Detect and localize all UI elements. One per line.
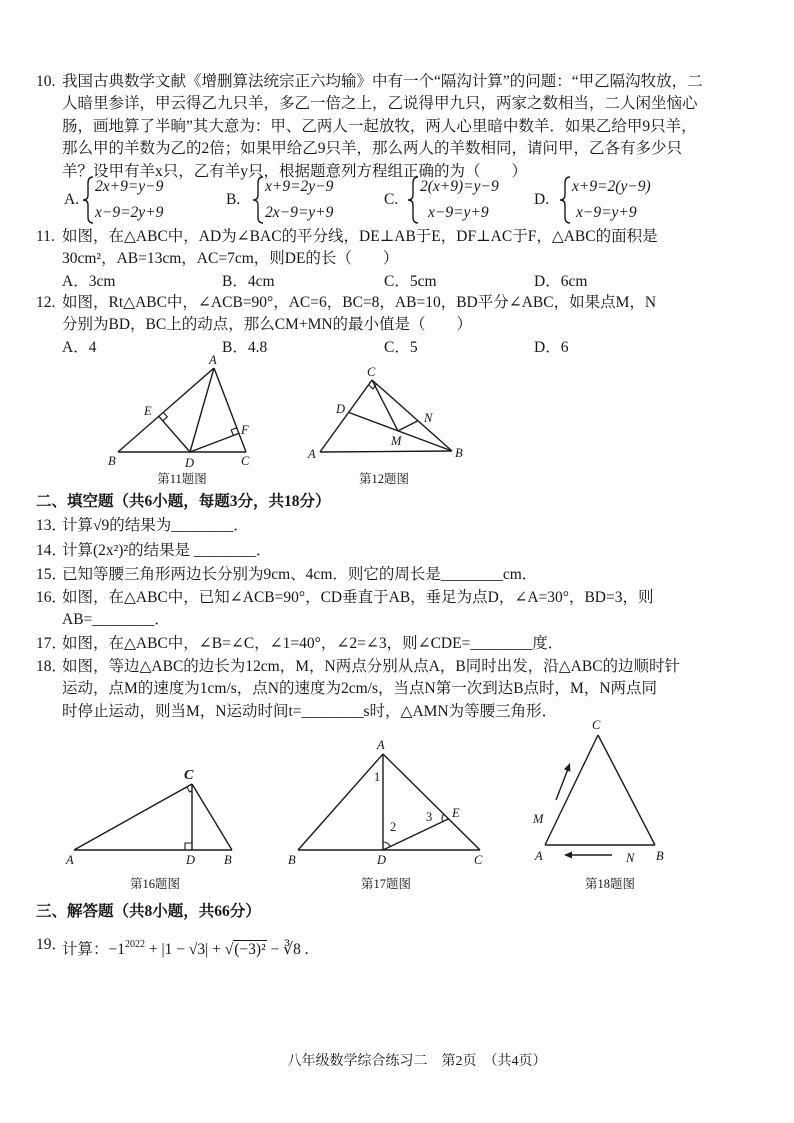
operator: + <box>208 941 225 958</box>
figure-18 <box>532 718 664 891</box>
point-label-m: M <box>533 812 544 826</box>
option-text: 4 <box>88 338 97 356</box>
figure-11 <box>108 353 250 486</box>
question-13 <box>36 515 776 537</box>
operator: + <box>145 941 162 958</box>
segment-ab <box>320 451 452 452</box>
equation-2: 2x−9=y+9 <box>265 204 334 221</box>
question-11 <box>36 226 776 293</box>
option-text: 5cm <box>409 272 437 290</box>
point-label-n: N <box>424 411 433 425</box>
point-label-m: M <box>391 434 402 448</box>
question-text-line: 如图，在△ABC中，AD为∠BAC的平分线，DE⊥AB于E，DF⊥AC于F，△ABC的面积是 <box>62 228 658 245</box>
option-a <box>62 271 115 293</box>
point-label-b: B <box>656 849 664 863</box>
question-18 <box>36 656 776 723</box>
segment-ac <box>545 735 598 845</box>
option-b <box>222 337 267 359</box>
equation-1: 2(x+9)=y−9 <box>420 178 499 195</box>
angle-arc-e <box>442 814 444 822</box>
question-text-line: 肠，画地算了半晌”其大意为：甲、乙两人一起放牧，两人心里暗中数羊．如果乙给甲9只羊， <box>62 117 697 135</box>
point-label-d: D <box>377 853 387 867</box>
equation-1: x+9=2(y−9) <box>572 178 651 195</box>
sqrt-sign: √ <box>224 941 234 958</box>
option-d <box>534 337 568 359</box>
question-12 <box>36 292 776 359</box>
question-10 <box>36 71 776 183</box>
option-letter: A． <box>62 272 89 290</box>
point-label-n: N <box>626 851 635 865</box>
segment-cm <box>372 380 398 431</box>
operator: − <box>266 941 284 958</box>
figure-caption: 第12题图 <box>358 472 410 486</box>
option-letter: A. <box>64 191 80 208</box>
segment-ac <box>383 754 480 850</box>
question-text-line: 我国古典数学文献《增删算法统宗正六均输》中有一个“隔沟计算”的问题：“甲乙隔沟牧放，二 <box>62 73 703 90</box>
equation-1: 2x+9=y−9 <box>95 178 164 195</box>
question-number: 14． <box>36 542 68 559</box>
page-footer: 八年级数学综合练习二 第2页 （共4页） <box>287 1054 547 1069</box>
question-text-line: 如图，Rt△ABC中，∠ACB=90°，AC=6，BC=8，AB=10，BD平分∠ABC，如果点M，N <box>62 294 657 311</box>
segment-ac <box>214 368 246 452</box>
option-letter: B． <box>222 338 248 356</box>
point-label-c: C <box>474 853 483 867</box>
question-text-line: 羊？设甲有羊x只，乙有羊y只，根据题意列方程组正确的为（ ） <box>62 162 528 180</box>
option-letter: D. <box>534 191 550 208</box>
segment-de <box>383 819 449 850</box>
question-text-line: 如图，等边△ABC的边长为12cm，M，N两点分别从点A，B同时出发，沿△ABC的边顺时针 <box>62 658 681 675</box>
figure-12 <box>307 365 463 486</box>
segment-ca <box>320 380 372 452</box>
question-15 <box>36 564 776 586</box>
question-text-line: 那么甲的羊数为乙的2倍；如果甲给乙9只羊，那么两人的羊数相同，请问甲，乙各有多少只 <box>62 140 683 158</box>
option-c <box>384 337 418 359</box>
point-label-a: A <box>308 447 316 461</box>
angle-arc-d <box>383 842 390 847</box>
question-number: 10. <box>36 73 56 90</box>
angle-label-1: 1 <box>374 770 381 784</box>
question-number: 15． <box>36 566 68 583</box>
right-angle-mark-c <box>187 787 192 792</box>
expression-label: 计算： <box>62 941 109 958</box>
option-a <box>62 337 96 359</box>
figure-caption: 第17题图 <box>360 877 412 891</box>
option-letter: D． <box>534 338 561 356</box>
point-label-a: A <box>535 849 543 863</box>
figure-caption: 第18题图 <box>584 877 636 891</box>
equation-2: x−9=2y+9 <box>95 204 164 221</box>
option-text: 5 <box>409 338 418 356</box>
question-number: 18． <box>36 658 68 675</box>
arrow-m-head <box>564 763 571 772</box>
point-label-e: E <box>452 806 460 820</box>
option-c <box>384 271 437 293</box>
answer-options <box>62 337 776 359</box>
segment-ad <box>190 368 214 452</box>
answer-options <box>62 271 776 293</box>
point-label-c: C <box>367 365 376 379</box>
brace-option-d <box>560 177 570 223</box>
exponent: 2022 <box>125 939 146 950</box>
question-14 <box>36 540 776 562</box>
segment-mn <box>398 421 418 431</box>
brace-option-c <box>408 177 418 223</box>
segment-ab <box>298 754 383 850</box>
question-text-line: AB=________． <box>62 611 170 629</box>
equation-1: x+9=2y−9 <box>265 178 334 195</box>
segment-cb <box>598 735 655 845</box>
angle-label-2: 2 <box>390 820 397 834</box>
question-number: 13． <box>36 517 68 534</box>
point-label-a: A <box>209 353 217 367</box>
option-letter: D． <box>534 272 561 290</box>
question-number: 17． <box>36 635 68 652</box>
angle-label-3: 3 <box>426 810 433 824</box>
section-heading-fill-in: 二、填空题（共6小题，每题3分，共18分） <box>36 493 331 510</box>
option-letter: B． <box>222 272 248 290</box>
figure-caption: 第11题图 <box>157 472 207 486</box>
arrow-n-head <box>564 852 572 859</box>
option-text: 4cm <box>247 272 275 290</box>
option-d <box>534 271 587 293</box>
arrow-m-shaft <box>556 769 568 800</box>
question-text-line: 如图，在△ABC中，∠B=∠C，∠1=40°，∠2=∠3，则∠CDE=________度． <box>62 635 564 652</box>
question-text-line: 运动，点M的速度为1cm/s，点N的速度为2cm/s，当点N第一次到达B点时，M，N两点同 <box>62 680 658 698</box>
option-text: 4.8 <box>247 338 268 356</box>
point-label-d: D <box>185 456 195 470</box>
absolute-value-term: |1 − √3| <box>161 941 209 958</box>
question-number: 12. <box>36 294 56 311</box>
point-label-e: E <box>144 404 152 418</box>
brace-option-b <box>253 177 263 223</box>
brace-option-a <box>83 177 93 223</box>
cube-root-term: ∛8 <box>283 941 301 958</box>
option-letter: C． <box>384 272 410 290</box>
equation-2: x−9=y+9 <box>428 204 489 221</box>
term-neg-one: −1 <box>108 941 126 958</box>
point-label-b: B <box>224 853 232 867</box>
question-17 <box>36 633 776 655</box>
point-label-b: B <box>108 454 116 468</box>
right-angle-mark-e <box>163 412 168 420</box>
point-label-b: B <box>455 446 463 460</box>
question-text-line: 计算√9的结果为________． <box>62 517 249 534</box>
question-number: 16． <box>36 589 68 606</box>
figure-caption: 第16题图 <box>129 877 181 891</box>
option-text: 3cm <box>88 272 116 290</box>
figure-16 <box>65 768 232 891</box>
question-text-line: 分别为BD，BC上的动点，那么CM+MN的最小值是（ ） <box>62 316 473 334</box>
question-text-line: 时停止运动，则当M，N运动时间t=________s时，△AMN为等腰三角形． <box>62 702 558 720</box>
period: . <box>300 941 309 958</box>
option-letter: A． <box>62 338 89 356</box>
question-text-line: 已知等腰三角形两边长分别为9cm、4cm．则它的周长是________cm． <box>62 566 538 583</box>
option-letter: C. <box>384 191 399 208</box>
point-label-c: C <box>184 768 194 783</box>
equation-2: x−9=y+9 <box>576 204 637 221</box>
right-angle-mark-c <box>369 384 377 389</box>
expression-line <box>62 931 776 964</box>
question-text-line: 如图，在△ABC中，已知∠ACB=90°，CD垂直于AB，垂足为点D，∠A=30°，BD=3，则 <box>62 589 654 606</box>
sqrt-body: (−3)² <box>234 941 266 958</box>
figure-17 <box>288 738 483 891</box>
segment-cb <box>372 380 452 451</box>
point-label-f: F <box>241 423 249 437</box>
option-text: 6 <box>560 338 569 356</box>
question-text-line: 人暗里参详，甲云得乙九只羊，多乙一倍之上，乙说得甲九只，两家之数相当，二人闲坐恼心 <box>62 95 698 113</box>
section-heading-solutions: 三、解答题（共8小题，共66分） <box>36 903 261 920</box>
point-label-d: D <box>336 402 346 416</box>
point-label-a: A <box>66 853 74 867</box>
question-text-line: 30cm²，AB=13cm，AC=7cm，则DE的长（ ） <box>62 250 399 268</box>
option-letter: B. <box>226 191 241 208</box>
question-16 <box>36 587 776 632</box>
point-label-c: C <box>592 718 601 732</box>
question-text-line: 计算(2x²)²的结果是 ________． <box>62 542 272 559</box>
question-number: 11. <box>36 228 55 245</box>
segment-bd <box>349 412 452 451</box>
point-label-d: D <box>186 853 196 867</box>
right-angle-mark-f <box>231 428 237 436</box>
segment-de <box>159 416 190 452</box>
segment-df <box>190 433 239 452</box>
right-angle-mark-d <box>185 843 192 850</box>
point-label-c: C <box>241 454 250 468</box>
point-label-a: A <box>377 738 385 752</box>
question-19 <box>36 931 776 964</box>
segment-ab <box>118 368 214 452</box>
point-label-b: B <box>288 853 296 867</box>
option-text: 6cm <box>560 272 588 290</box>
option-letter: C． <box>384 338 410 356</box>
option-b <box>222 271 275 293</box>
segment-cb <box>192 784 232 850</box>
segment-ac <box>74 784 192 850</box>
question-number: 19． <box>36 936 68 953</box>
